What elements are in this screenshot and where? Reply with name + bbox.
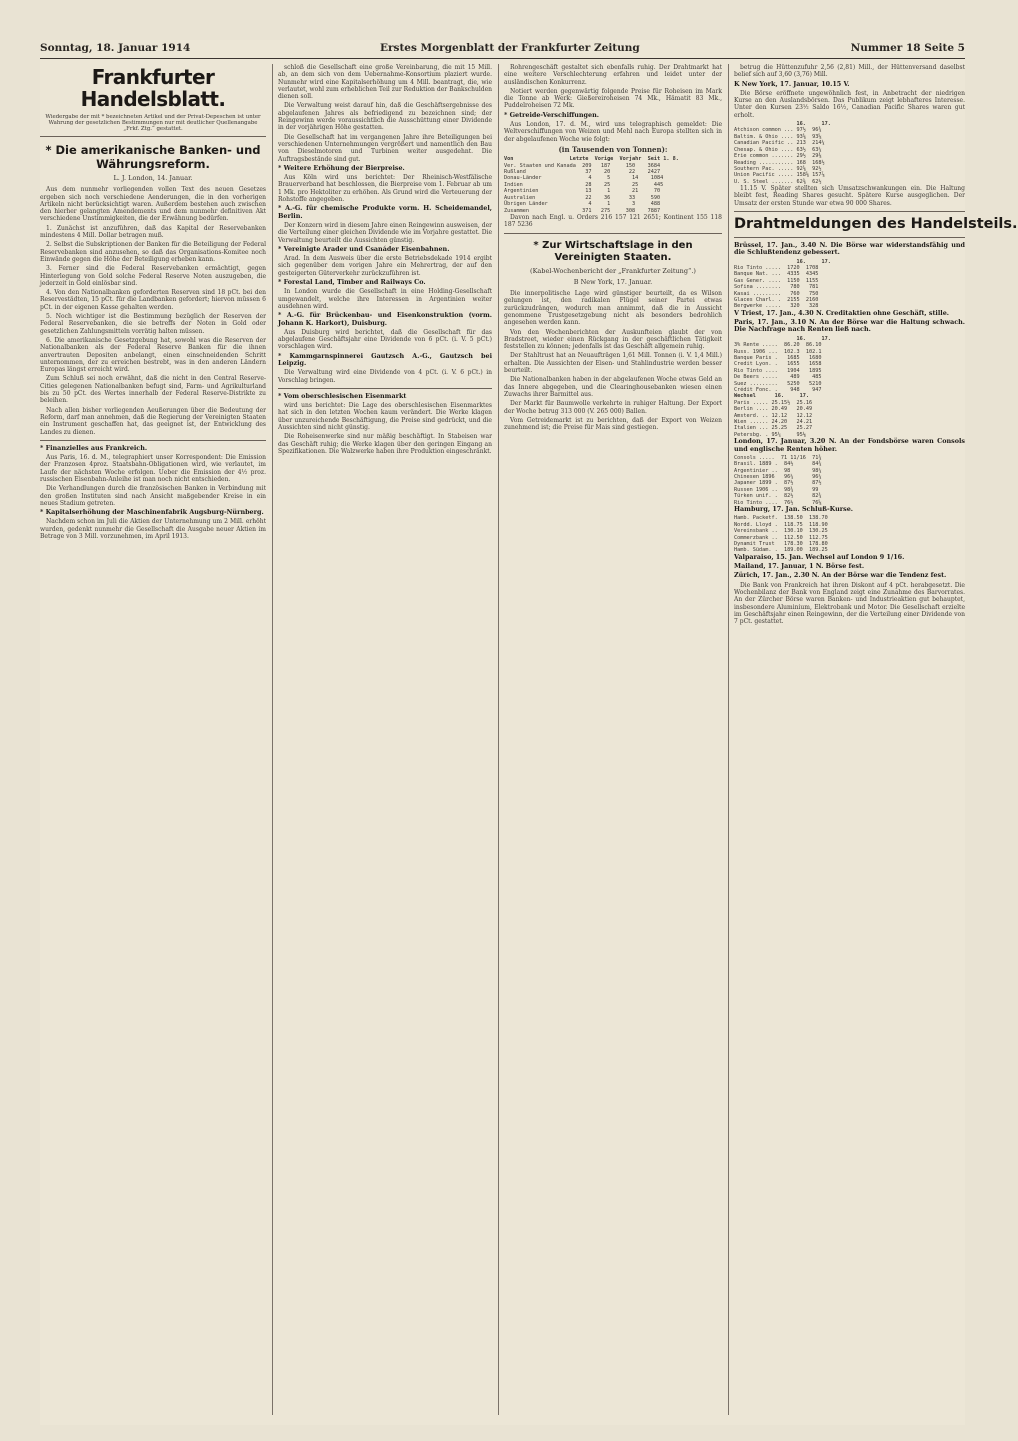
table-note: Davon nach Engl. u. Orders 216 157 121 2651; Kontinent 155 118 187 5236	[504, 213, 722, 229]
table-row: Banque Paris . 1685 1680	[734, 354, 822, 361]
item-heading: * Vom oberschlesischen Eisenmarkt	[278, 391, 407, 400]
table-row: Chesap. & Ohio .... 63½ 63¼	[734, 146, 822, 153]
table-title: (in Tausenden von Tonnen):	[558, 144, 668, 154]
article-paragraph: Aus dem nunmehr vorliegenden vollen Text des neuen Gesetzes ergeben sich noch verschiedene Aenderungen, die in den vorherigen Artikeln nicht berücksichtigt waren. Außerdem bestehen auch zwischen den hierher gelangten Amendements und dem nunmehr definitiven Akt verschiedene Unstimmigkeiten, die der Erwähnung bedürfen.	[40, 186, 266, 223]
table-row: Donau-Länder 4 5 14 1084	[504, 175, 664, 182]
table-row: Rußland 37 20 22 2427	[504, 169, 661, 176]
article-paragraph: 1. Zunächst ist anzuführen, daß das Kapital der Reservebanken mindestens 4 Mill. Dollar betragen muß.	[40, 224, 266, 240]
item-heading: * Kammgarnspinnerei Gautzsch A.-G., Gautzsch bei Leipzig.	[278, 351, 492, 367]
table-row: Canadian Pacific .. 213 214¼	[734, 140, 825, 147]
item-heading: V Triest, 17. Jan., 4.30 N. Creditaktien ohne Geschäft, stille.	[734, 308, 950, 317]
article-paragraph: Die Gesellschaft hat im vergangenen Jahre ihre Beteiligungen bei verschiedenen Unternehmungen vergrößert und namentlich den Bau von Dieselmotoren und Turbinen weiter ausgedehnt. Die Auftragsbestände sind gut.	[278, 133, 492, 163]
column-1	[40, 64, 266, 1415]
table-row: Japaner 1899 . 87½ 87½	[734, 480, 822, 487]
item-heading: Paris, 17. Jan., 3.10 N. An der Börse war die Haltung schwach. Die Nachfrage nach Renten ließ nach.	[734, 318, 965, 334]
table-header: 16. 17.	[734, 335, 831, 342]
table-row: Atchison common ... 97½ 96¾	[734, 127, 822, 134]
table-row: Chinesen 1896 96¼ 96¼	[734, 474, 822, 481]
table-row: Rio Tinto .... 1904 1895	[734, 367, 822, 374]
article-paragraph: 2. Selbst die Subskriptionen der Banken für die Beteiligung der Federal Reservebanken sind anzusehen, so daß das Organisations-Komitee noch Einwände gegen die Höhe der Beteiligung erheben kann.	[40, 241, 266, 263]
table-row: Banque Nat. ... 4335 4345	[734, 271, 819, 278]
table-header: 16. 17.	[734, 258, 831, 265]
item-heading: * Weitere Erhöhung der Bierpreise.	[278, 163, 405, 172]
header-edition: Erstes Morgenblatt der Frankfurter Zeitung	[380, 42, 640, 54]
article-headline: * Zur Wirtschaftslage in den Vereinigten Staaten.	[533, 239, 693, 263]
article-subtitle: (Kabel-Wochenbericht der „Frankfurter Zeitung“.)	[530, 266, 696, 275]
column-3	[504, 64, 722, 1415]
table-row: Glaces Charl. . 2155 2160	[734, 297, 819, 304]
table-row: Wien ...... 24.20 24.21	[734, 419, 813, 426]
article-paragraph: Arad. In dem Ausweis über die erste Betriebsdekade 1914 ergibt sich gegenüber dem vorigen Jahre ein Mehrertrag, der auf den gesteigerten Güterverkehr zurückzuführen ist.	[278, 255, 492, 277]
article-paragraph: betrug die Hüttenzufuhr 2,56 (2,81) Mill., der Hüttenversand daselbst belief sich auf 3,60 (3,76) Mill.	[734, 64, 965, 79]
table-row: Commerzbank .. 112.50 112.75	[734, 534, 828, 541]
table-row: Credit Lyon. . 1655 1658	[734, 361, 822, 368]
article-paragraph: Zum Schluß sei noch erwähnt, daß die nicht in den Central Reserve-Cities gelegenen Nationalbanken befugt sind, Farm- und Agrikulturland bis zu 50 pCt. des Wertes innerhalb der Federal Reserve-Distrikte zu beleihen.	[40, 375, 266, 405]
article-paragraph: 5. Noch wichtiger ist die Bestimmung bezüglich der Reserven der Federal Reservebanken, die sie betreffs der Noten in Gold oder gesetzlichen Zahlungsmitteln vorrätig halten müssen.	[40, 313, 266, 335]
item-heading: * A.-G. für chemische Produkte vorm. H. Scheidemandel, Berlin.	[278, 204, 492, 220]
header-number: Nummer 18 Seite 5	[850, 42, 965, 54]
table-row: Bergwerke ..... 320 328	[734, 303, 819, 310]
table-row: Dynamit Trust 178.30 178.80	[734, 541, 828, 548]
table-row: Hamb. Südam. . 189.00 189.25	[734, 547, 828, 554]
article-paragraph: Vom Getreidemarkt ist zu berichten, daß der Export von Weizen zunehmend ist; die Preise für Mais sind gestiegen.	[504, 416, 722, 432]
item-heading: * Forestal Land, Timber and Railways Co.	[278, 278, 426, 287]
article-paragraph: Aus Paris, 16. d. M., telegraphiert unser Korrespondent: Die Emission der Franzosen 4proz. Staatsbahn-Obligationen wird, wie verlautet, im Laufe der nächsten Woche erfolgen. Ueber die Emission der 4½ proz. russischen Eisenbahn-Anleihe ist man noch nicht entschieden.	[40, 454, 266, 483]
table-row: Gas Gener. .... 1150 1155	[734, 277, 819, 284]
table-row: Berlin .... 20.49 20.49	[734, 406, 813, 413]
table-row: Reading ........... 168 168½	[734, 159, 825, 166]
table-row: Argentinier .. 98 98¼	[734, 467, 822, 474]
table-row: Crédit Fonc. . 948 947	[734, 387, 822, 394]
article-headline: * Die amerikanische Banken- und Währungsreform.	[45, 143, 261, 171]
article-paragraph: Die Nationalbanken haben in der abgelaufenen Woche etwas Geld an das Innere abgegeben, und die Clearinghousebanken wiesen einen Zuwachs ihrer Barmittel aus.	[504, 376, 722, 398]
section-heading: Drahtmeldungen des Handelsteils.	[734, 216, 1018, 233]
item-heading: K New York, 17. Januar, 10.15 V.	[734, 79, 850, 88]
article-paragraph: Aus London, 17. d. M., wird uns telegraphisch gemeldet: Die Weltverschiffungen von Weizen und Mehl nach Europa stellten sich in der abgelaufenen Woche wie folgt:	[504, 121, 722, 143]
article-dateline: L. J. London, 14. Januar.	[113, 174, 193, 182]
table-row: Paris ..... 25.15½ 25.16	[734, 399, 813, 406]
table-row: Baltim. & Ohio .... 93⅝ 93⅝	[734, 133, 822, 140]
table-row: Southern Pac. ..... 92⅝ 92½	[734, 165, 822, 172]
table-row: De Beers ..... 489 485	[734, 374, 822, 381]
item-heading: * Vereinigte Arader und Csanáder Eisenbahnen.	[278, 244, 450, 253]
table-row: Italien ... 25.25 25.27	[734, 425, 813, 432]
item-heading: Mailand, 17. Januar, 1 N. Börse fest.	[734, 562, 865, 571]
item-heading: Brüssel, 17. Jan., 3.40 N. Die Börse war widerstandsfähig und die Schlußtendenz gebessert.	[734, 241, 965, 257]
article-paragraph: Die Verwaltung wird eine Dividende von 4 pCt. (i. V. 6 pCt.) in Vorschlag bringen.	[278, 369, 492, 384]
table-row: Russ. 1906 ... 102.3 102.1	[734, 348, 822, 355]
article-paragraph: Von den Wochenberichten der Auskunfteien glaubt der von Bradstreet, wieder einen Rückgang in der geschäftlichen Tätigkeit feststellen zu können; jedenfalls ist das Geschäft allgemein ruhig.	[504, 328, 722, 351]
article-paragraph: Nachdem schon im Juli die Aktien der Unternehmung um 2 Mill. erhöht wurden, gedenkt nunmehr die Gesellschaft die Ausgabe neuer Aktien im Betrage von 3 Mill. vorzunehmen, im April 1913.	[40, 518, 266, 541]
article-paragraph: Notiert werden gegenwärtig folgende Preise für Roheisen im Mark die Tonne ab Werk: Gießereiroheisen 74 Mk., Hämatit 83 Mk., Puddelroheisen 72 Mk.	[504, 87, 722, 110]
table-row: Petersbg. . 95¼ 95⅛	[734, 431, 806, 438]
article-paragraph: Nach allen bisher vorliegenden Aeußerungen über die Bedeutung der Reform, darf man annehmen, daß die Regierung der Vereinigten Staaten ein Instrument geschaffen hat, das geeignet ist, der Entwicklung des Landes zu dienen.	[40, 406, 266, 436]
item-heading: Valparaiso, 15. Jan. Wechsel auf London 9 1/16.	[734, 552, 905, 561]
item-heading: * Finanzielles aus Frankreich.	[40, 443, 148, 452]
item-heading: * Getreide-Verschiffungen.	[504, 110, 599, 119]
item-heading: Zürich, 17. Jan., 2.30 N. An der Börse war die Tendenz fest.	[734, 571, 947, 580]
article-dateline: B New York, 17. Januar.	[573, 277, 653, 286]
table-row: U. S. Steel ....... 62⅜ 62½	[734, 178, 822, 185]
table-row: Argentinien 13 1 21 70	[504, 188, 661, 195]
article-paragraph: Die Roheisenwerke sind nur mäßig beschäftigt. In Stabeisen war das Geschäft ruhig; die Werke klagen über den geringen Eingang an Spezifikationen. Die Walzwerke haben ihre Produktion eingeschränkt.	[278, 433, 492, 455]
table-header: 16. 17.	[734, 121, 831, 128]
column-2	[278, 64, 492, 1415]
article-paragraph: Aus Duisburg wird berichtet, daß die Gesellschaft für das abgelaufene Geschäftsjahr eine Dividende von 6 pCt. (i. V. 5 pCt.) vorschlagen wird.	[278, 328, 492, 351]
article-paragraph: schloß die Gesellschaft eine große Vereinbarung, die mit 15 Mill. ab, an dem sich von dem Uebernahme-Konsortium plaziert wurde. Nunmehr wird eine Kapitalserhöhung um 4 Mill. beantragt, die, wie verlautet, wohl zum erheblichen Teil zur Reduktion der Bankschulden dienen soll.	[278, 64, 492, 101]
table-row: Suez ......... 5250 5210	[734, 380, 822, 387]
article-paragraph: Rohrengeschäft gestaltet sich ebenfalls ruhig. Der Drahtmarkt hat eine weitere Verschlechterung erfahren und leidet unter der ausländischen Konkurrenz.	[504, 64, 722, 86]
table-row: Amsterd. .. 12.12 12.12	[734, 412, 813, 419]
table-row: Erie common ....... 29½ 29⅜	[734, 153, 822, 160]
header-date: Sonntag, 18. Januar 1914	[40, 42, 191, 54]
article-paragraph: wird uns berichtet: Die Lage des oberschlesischen Eisenmarktes hat sich in den letzten Wochen kaum verändert. Die Werke klagen über unzureichende Beschäftigung, die Preise sind gedrückt, und die Aussichten sind nicht günstig.	[278, 402, 492, 432]
article-paragraph: Der Stahltrust hat an Neuaufträgen 1,61 Mill. Tonnen (i. V. 1,4 Mill.) erhalten. Die Aussichten der Eisen- und Stahlindustrie werden besser beurteilt.	[504, 352, 722, 375]
table-row: Übrigen Länder 4 1 3 488	[504, 201, 661, 208]
table-row: Sofina ........ 780 781	[734, 284, 819, 291]
table-row: Nordd. Lloyd . 118.75 118.90	[734, 521, 828, 528]
table-row: Union Pacific ..... 158⅝ 157⅞	[734, 172, 825, 179]
item-heading: Hamburg, 17. Jan. Schluß-Kurse.	[734, 505, 853, 514]
table-row: Hamb. Packetf. 138.50 138.70	[734, 515, 828, 522]
table-row: Consols ..... 71 11/16 71¾	[734, 454, 822, 461]
article-paragraph: 11.15 V. Später stellten sich Umsatzschwankungen ein. Die Haltung bleibt fest, Reading Shares gesucht. Spätere Kurse ausgeglichen. Der Umsatz der ersten Stunde war etwa 90 000 Shares.	[734, 185, 965, 207]
masthead-note: Wiedergabe der mit * bezeichneten Artikel und der Privat-Depeschen ist unter Wahrung der gesetzlichen Bestimmungen nur mit deutlicher Quellenangabe „Frkf. Ztg.“ gestattet.	[45, 114, 261, 132]
masthead: Frankfurter Handelsblatt.	[80, 65, 226, 111]
table-row: Türken unif. . 82½ 82¾	[734, 493, 822, 500]
item-heading: London, 17. Januar, 3.20 N. An der Fondsbörse waren Consols und englische Renten höher.	[734, 437, 965, 453]
table-row: Australien 22 36 33 590	[504, 194, 661, 201]
item-heading: * Kapitalserhöhung der Maschinenfabrik Augsburg-Nürnberg.	[40, 508, 264, 517]
table-row: Vereinsbank .. 130.10 130.25	[734, 528, 828, 535]
column-4	[734, 64, 1018, 1415]
page-header	[40, 40, 965, 59]
table-header: Von Letzte Vorige Vorjahr Seit 1. 8.	[504, 156, 679, 163]
table-row: Kasai ......... 760 750	[734, 290, 819, 297]
article-paragraph: Die Börse eröffnete ungewöhnlich fest, in Anbetracht der niedrigen Kurse an den Auslandsbörsen. Das Publikum zeigt lebhafteres Interesse. Unter den Kursen 23½ Saldo 16½, Canadian Pacific Shares waren gut erholt.	[734, 89, 965, 119]
article-paragraph: 6. Die amerikanische Gesetzgebung hat, sowohl was die Reserven der Nationalbanken als der Federal Reserve Banken für die ihnen anvertrauten Depositen anbelangt, einen einschneidenden Schritt unternommen, der zu erreichen bestrebt, was in den anderen Ländern Europas längst erreicht wird.	[40, 336, 266, 374]
table-row: Rio Tinto .... 76½ 76⅝	[734, 499, 822, 506]
article-paragraph: Die Verhandlungen durch die französischen Banken in Verbindung mit den großen Instituten sind nach Ansicht maßgebender Kreise in ein neues Stadium getreten.	[40, 485, 266, 507]
article-paragraph: Der Markt für Baumwolle verkehrte in ruhiger Haltung. Der Export der Woche betrug 313 000 (V. 265 000) Ballen.	[504, 400, 722, 415]
article-paragraph: Die innerpolitische Lage wird günstiger beurteilt, da es Wilson gelungen ist, den radikalen Flügel seiner Partei etwas zurückzudrängen, wodurch man annimmt, daß die in Aussicht genommene Trustgesetzgebung nicht als besonders bedrohlich angesehen werden kann.	[504, 290, 722, 327]
article-paragraph: Der Konzern wird in diesem Jahre einen Reingewinn ausweisen, der die Verteilung einer gleichen Dividende wie im Vorjahre gestattet. Die Verwaltung beurteilt die Aussichten günstig.	[278, 221, 492, 244]
article-paragraph: 4. Von den Nationalbanken geforderten Reserven sind 18 pCt. bei den Reservestädten, 15 pCt. für die Landbanken gefordert; hiervon müssen 6 pCt. in der eigenen Kasse gehalten werden.	[40, 289, 266, 311]
table-row: Ver. Staaten und Kanada 209 187 150 3684	[504, 162, 661, 169]
table-row: Indien 28 25 25 445	[504, 181, 664, 188]
newspaper-page	[40, 40, 1018, 1425]
table-row: Rio Tinto ..... 1720 1708	[734, 265, 819, 272]
article-paragraph: Die Bank von Frankreich hat ihren Diskont auf 4 pCt. herabgesetzt. Die Wochenbilanz der Bank von England zeigt eine Zunahme des Barvorrates. An der Zürcher Börse waren Banken- und Industrieaktien gut behauptet, insbesondere Aluminium, Elektrobank und Motor. Die Gesellschaft erzielte im Geschäftsjahr einen Reingewinn, der die Verteilung einer Dividende von 7 pCt. gestattet.	[734, 581, 965, 626]
table-row: Wechsel 16. 17.	[734, 393, 809, 400]
table-row: Zusammen 371 275 308 7887	[504, 207, 661, 214]
table-row: Russen 1906 .. 98¾ 99	[734, 486, 819, 493]
table-row: Brasil. 1889 . 84½ 84¾	[734, 461, 822, 468]
table-row: 3% Rente ..... 86.20 86.10	[734, 342, 822, 349]
article-paragraph: Aus Köln wird uns berichtet: Der Rheinisch-Westfälische Brauerverband hat beschlossen, die Bierpreise vom 1. Februar ab um 1 Mk. pro Hektoliter zu erhöhen. Als Grund wird die Verteuerung der Rohstoffe angegeben.	[278, 174, 492, 204]
article-paragraph: 3. Ferner sind die Federal Reservebanken ermächtigt, gegen Hinterlegung von Gold solche Federal Reserve Noten auszugeben, die jederzeit in Gold einlösbar sind.	[40, 265, 266, 287]
article-paragraph: Die Verwaltung weist darauf hin, daß die Geschäftsergebnisse des abgelaufenen Jahres als befriedigend zu bezeichnen sind; der Reingewinn werde voraussichtlich die Ausschüttung einer Dividende in der vorjährigen Höhe gestatten.	[278, 102, 492, 132]
article-paragraph: In London wurde die Gesellschaft in eine Holding-Gesellschaft umgewandelt, welche ihre Interessen in Argentinien weiter ausdehnen wird.	[278, 288, 492, 310]
item-heading: * A.-G. für Brückenbau- und Eisenkonstruktion (vorm. Johann K. Harkort), Duisburg.	[278, 311, 492, 327]
